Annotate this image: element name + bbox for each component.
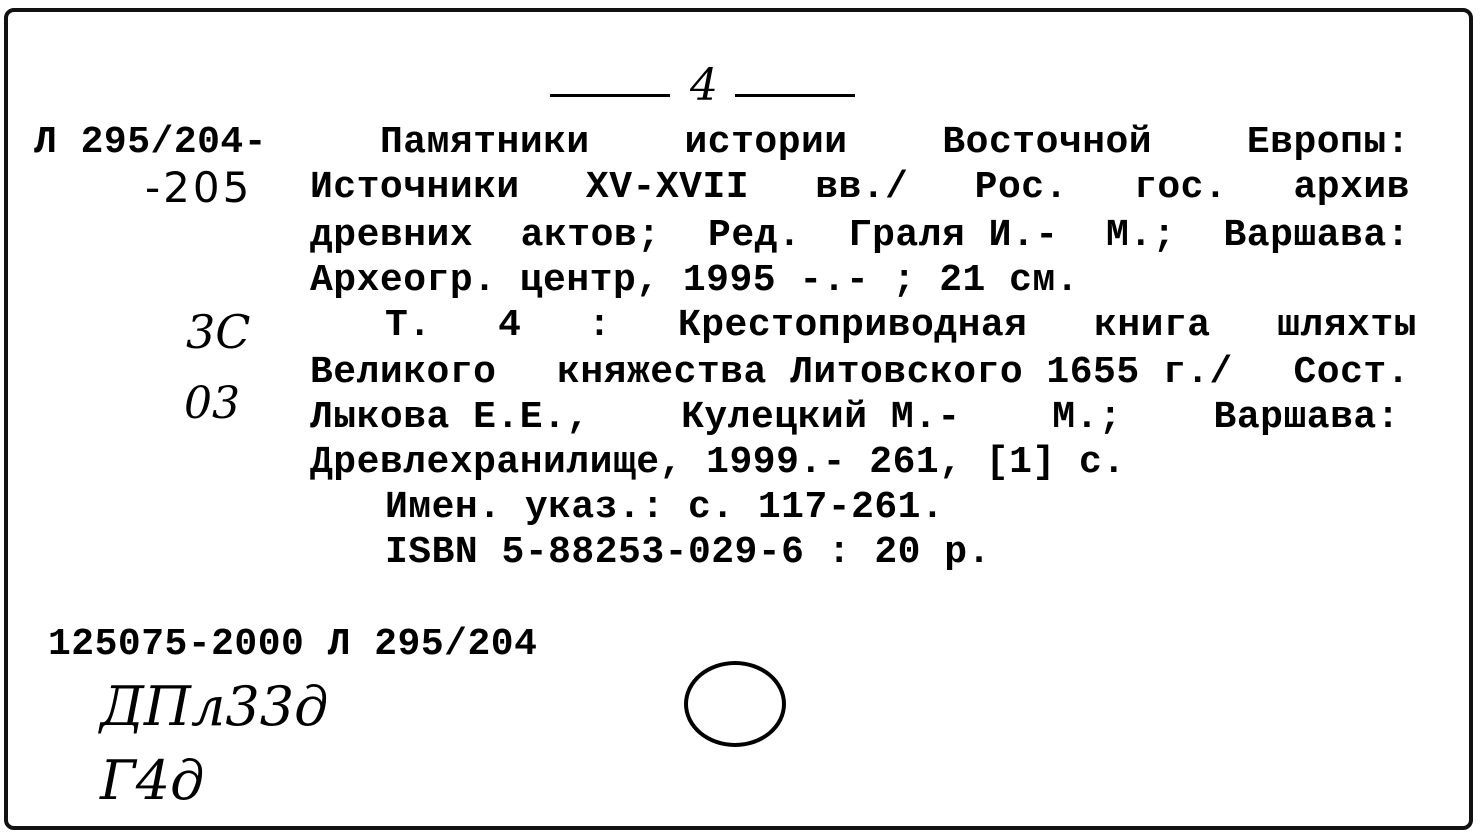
word: Т. bbox=[385, 304, 432, 347]
word: древних bbox=[310, 214, 474, 257]
word: шляхты bbox=[1277, 304, 1417, 347]
card-number: 4 bbox=[690, 60, 718, 111]
word: архив bbox=[1293, 166, 1410, 209]
desc-line-10: ISBN 5-88253-029-6 : 20 р. bbox=[385, 531, 991, 574]
word: истории bbox=[684, 121, 848, 164]
word: княжества Литовского 1655 г./ bbox=[557, 351, 1233, 394]
word: Граля И.- bbox=[848, 214, 1059, 257]
handwritten-shelf-mark-2: Г4д bbox=[100, 749, 205, 812]
word: Лыкова Е.Е., bbox=[310, 396, 590, 439]
handwritten-shelf-mark-1: ДПл33д bbox=[100, 675, 329, 738]
desc-line-2 bbox=[310, 165, 1410, 211]
word: Ред. bbox=[708, 214, 802, 257]
desc-line-8: Древлехранилище, 1999.- 261, [1] с. bbox=[310, 441, 1126, 484]
desc-line-9: Имен. указ.: с. 117-261. bbox=[385, 486, 945, 529]
top-dash-left bbox=[550, 94, 670, 97]
word: Варшава: bbox=[1213, 396, 1400, 439]
word: Восточной bbox=[942, 121, 1153, 164]
card-punch-hole bbox=[684, 661, 786, 747]
word: книга bbox=[1094, 304, 1211, 347]
word: вв./ bbox=[815, 166, 909, 209]
inventory-number: 125075-2000 Л 295/204 bbox=[48, 623, 538, 666]
word: XV-XVII bbox=[585, 166, 750, 209]
word: М.; bbox=[1106, 214, 1176, 257]
desc-line-3 bbox=[310, 213, 1410, 259]
word: Великого bbox=[310, 351, 497, 394]
call-number-continuation: -205 bbox=[145, 163, 253, 212]
word: Источники bbox=[310, 166, 520, 209]
word: Крестоприводная bbox=[677, 304, 1028, 347]
word: 4 bbox=[498, 304, 522, 347]
desc-line-4: Археогр. центр, 1995 -.- ; 21 см. bbox=[310, 259, 1080, 302]
word: Кулецкий М.- bbox=[681, 396, 961, 439]
desc-line-7 bbox=[310, 395, 1400, 441]
word: Варшава: bbox=[1223, 214, 1410, 257]
margin-note-3c: 3С bbox=[186, 305, 251, 359]
desc-line-1 bbox=[380, 120, 1410, 166]
top-dash-right bbox=[735, 94, 855, 97]
word: Рос. bbox=[974, 166, 1068, 209]
word: : bbox=[588, 304, 612, 347]
word: Европы: bbox=[1246, 121, 1410, 164]
word: Памятники bbox=[380, 121, 590, 164]
word: гос. bbox=[1134, 166, 1228, 209]
desc-line-6 bbox=[310, 350, 1410, 396]
call-number: Л 295/204- bbox=[34, 121, 268, 164]
word: Сост. bbox=[1293, 351, 1410, 394]
desc-line-5 bbox=[385, 303, 1417, 349]
margin-note-03: 03 bbox=[184, 378, 240, 429]
word: М.; bbox=[1052, 396, 1123, 439]
word: актов; bbox=[520, 214, 661, 257]
